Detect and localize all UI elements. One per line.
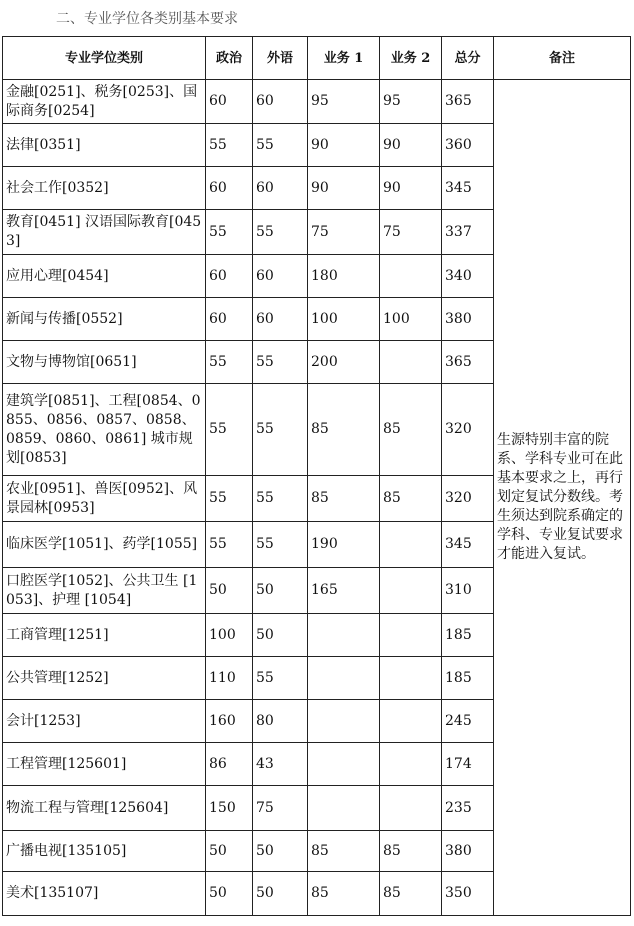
foreign-language-score: 80 — [253, 700, 308, 743]
subject-1-score: 85 — [308, 872, 380, 916]
politics-score: 110 — [206, 657, 253, 700]
subject-1-score: 85 — [308, 384, 380, 476]
foreign-language-score: 60 — [253, 80, 308, 124]
politics-score: 50 — [206, 568, 253, 614]
total-score: 185 — [442, 614, 494, 657]
category-cell: 教育[0451] 汉语国际教育[0453] — [3, 210, 206, 255]
total-score: 380 — [442, 831, 494, 872]
category-cell: 公共管理[1252] — [3, 657, 206, 700]
subject-2-score: 100 — [380, 298, 442, 341]
politics-score: 60 — [206, 255, 253, 298]
foreign-language-score: 55 — [253, 522, 308, 568]
header-subject-1: 业务 1 — [308, 37, 380, 80]
foreign-language-score: 55 — [253, 341, 308, 384]
subject-1-score: 180 — [308, 255, 380, 298]
total-score: 345 — [442, 167, 494, 210]
total-score: 360 — [442, 124, 494, 167]
foreign-language-score: 50 — [253, 614, 308, 657]
subject-1-score — [308, 657, 380, 700]
subject-2-score: 85 — [380, 384, 442, 476]
total-score: 185 — [442, 657, 494, 700]
subject-1-score: 165 — [308, 568, 380, 614]
subject-1-score — [308, 743, 380, 786]
subject-2-score — [380, 786, 442, 831]
politics-score: 60 — [206, 167, 253, 210]
total-score: 350 — [442, 872, 494, 916]
politics-score: 55 — [206, 210, 253, 255]
subject-2-score: 85 — [380, 476, 442, 522]
foreign-language-score: 55 — [253, 210, 308, 255]
subject-2-score: 95 — [380, 80, 442, 124]
header-politics: 政治 — [206, 37, 253, 80]
subject-2-score: 75 — [380, 210, 442, 255]
total-score: 235 — [442, 786, 494, 831]
category-cell: 金融[0251]、税务[0253]、国际商务[0254] — [3, 80, 206, 124]
header-foreign-language: 外语 — [253, 37, 308, 80]
foreign-language-score: 55 — [253, 124, 308, 167]
subject-1-score: 90 — [308, 124, 380, 167]
subject-1-score — [308, 614, 380, 657]
table-row — [3, 80, 631, 124]
subject-1-score — [308, 700, 380, 743]
header-total: 总分 — [442, 37, 494, 80]
subject-1-score: 100 — [308, 298, 380, 341]
politics-score: 55 — [206, 522, 253, 568]
category-cell: 新闻与传播[0552] — [3, 298, 206, 341]
subject-1-score: 190 — [308, 522, 380, 568]
header-subject-2: 业务 2 — [380, 37, 442, 80]
subject-2-score — [380, 657, 442, 700]
total-score: 337 — [442, 210, 494, 255]
total-score: 380 — [442, 298, 494, 341]
foreign-language-score: 50 — [253, 568, 308, 614]
subject-2-score — [380, 522, 442, 568]
total-score: 310 — [442, 568, 494, 614]
politics-score: 50 — [206, 872, 253, 916]
politics-score: 86 — [206, 743, 253, 786]
subject-1-score: 85 — [308, 476, 380, 522]
subject-1-score: 200 — [308, 341, 380, 384]
category-cell: 社会工作[0352] — [3, 167, 206, 210]
foreign-language-score: 60 — [253, 298, 308, 341]
total-score: 245 — [442, 700, 494, 743]
subject-2-score — [380, 255, 442, 298]
section-heading: 二、专业学位各类别基本要求 — [56, 11, 238, 27]
category-cell: 工商管理[1251] — [3, 614, 206, 657]
requirements-table — [2, 36, 631, 916]
total-score: 365 — [442, 80, 494, 124]
category-cell: 应用心理[0454] — [3, 255, 206, 298]
category-cell: 口腔医学[1052]、公共卫生 [1053]、护理 [1054] — [3, 568, 206, 614]
category-cell: 会计[1253] — [3, 700, 206, 743]
header-remarks: 备注 — [494, 37, 631, 80]
category-cell: 物流工程与管理[125604] — [3, 786, 206, 831]
subject-1-score: 95 — [308, 80, 380, 124]
category-cell: 文物与博物馆[0651] — [3, 341, 206, 384]
category-cell: 临床医学[1051]、药学[1055] — [3, 522, 206, 568]
total-score: 345 — [442, 522, 494, 568]
foreign-language-score: 60 — [253, 255, 308, 298]
politics-score: 50 — [206, 831, 253, 872]
category-cell: 广播电视[135105] — [3, 831, 206, 872]
subject-2-score — [380, 341, 442, 384]
foreign-language-score: 55 — [253, 384, 308, 476]
subject-1-score — [308, 786, 380, 831]
foreign-language-score: 50 — [253, 831, 308, 872]
subject-2-score — [380, 743, 442, 786]
subject-2-score — [380, 614, 442, 657]
total-score: 320 — [442, 384, 494, 476]
table-body — [3, 80, 631, 916]
subject-2-score: 85 — [380, 831, 442, 872]
subject-2-score — [380, 568, 442, 614]
category-cell: 法律[0351] — [3, 124, 206, 167]
foreign-language-score: 50 — [253, 872, 308, 916]
politics-score: 60 — [206, 80, 253, 124]
politics-score: 150 — [206, 786, 253, 831]
category-cell: 农业[0951]、兽医[0952]、风景园林[0953] — [3, 476, 206, 522]
total-score: 320 — [442, 476, 494, 522]
subject-2-score: 90 — [380, 167, 442, 210]
foreign-language-score: 43 — [253, 743, 308, 786]
subject-2-score: 90 — [380, 124, 442, 167]
politics-score: 160 — [206, 700, 253, 743]
politics-score: 100 — [206, 614, 253, 657]
total-score: 340 — [442, 255, 494, 298]
politics-score: 55 — [206, 384, 253, 476]
politics-score: 60 — [206, 298, 253, 341]
subject-2-score — [380, 700, 442, 743]
total-score: 365 — [442, 341, 494, 384]
subject-2-score: 85 — [380, 872, 442, 916]
subject-1-score: 90 — [308, 167, 380, 210]
politics-score: 55 — [206, 476, 253, 522]
foreign-language-score: 60 — [253, 167, 308, 210]
header-row — [3, 37, 631, 80]
foreign-language-score: 55 — [253, 657, 308, 700]
subject-1-score: 75 — [308, 210, 380, 255]
category-cell: 美术[135107] — [3, 872, 206, 916]
foreign-language-score: 55 — [253, 476, 308, 522]
header-category: 专业学位类别 — [3, 37, 206, 80]
politics-score: 55 — [206, 341, 253, 384]
category-cell: 建筑学[0851]、工程[0854、0855、0856、0857、0858、0859、0860、0861] 城市规划[0853] — [3, 384, 206, 476]
politics-score: 55 — [206, 124, 253, 167]
remarks-note: 生源特别丰富的院系、学科专业可在此基本要求之上，再行划定复试分数线。考生须达到院系确定的学科、专业复试要求才能进入复试。 — [494, 80, 631, 916]
category-cell: 工程管理[125601] — [3, 743, 206, 786]
foreign-language-score: 75 — [253, 786, 308, 831]
total-score: 174 — [442, 743, 494, 786]
subject-1-score: 85 — [308, 831, 380, 872]
